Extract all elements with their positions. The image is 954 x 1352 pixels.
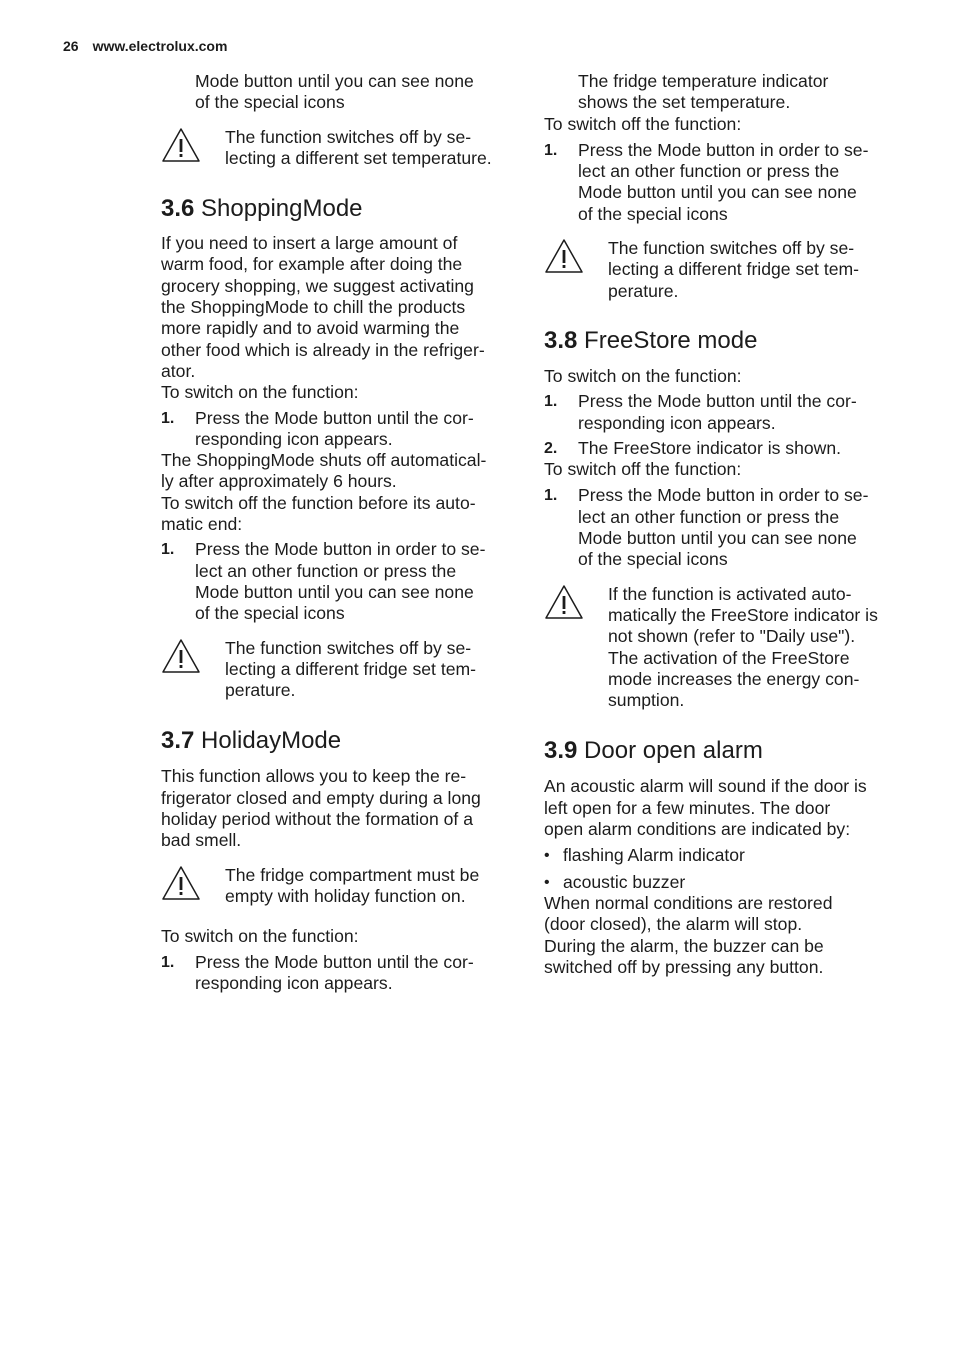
note-text: The function switches off by se- lecting a different set temperature.: [225, 126, 492, 168]
alarm-outro: When normal conditions are restored (door closed), the alarm will stop. During the alarm, the buzzer can be switched off by pressing any button.: [544, 892, 833, 977]
warning-note: [544, 584, 896, 712]
warning-note: [544, 238, 896, 302]
warning-note: [161, 865, 513, 908]
note-text: The function switches off by se- lecting a different fridge set tem- perature.: [608, 238, 860, 301]
note-text: If the function is activated auto- matically the FreeStore indicator is not shown (refer to "Daily use"). The activation of the FreeStore mode increases the energy con- sumption.: [608, 583, 878, 711]
list-item: 1. Press the Mode button in order to se- lect an other function or press the Mode button until you can see none of the special icons: [544, 139, 869, 224]
switch-on-label: To switch on the function:: [161, 926, 359, 947]
list-item: 1. Press the Mode button until the cor- responding icon appears.: [161, 407, 474, 449]
list-item: 1. Press the Mode button until the cor- responding icon appears.: [161, 951, 474, 993]
switch-on-label: To switch on the function:: [544, 365, 742, 386]
switch-off-label: To switch off the function:: [544, 113, 742, 134]
page-header: [63, 38, 227, 54]
note-text: The function switches off by se- lecting a different fridge set tem- perature.: [225, 637, 477, 701]
page-number: 26: [63, 38, 79, 54]
warning-triangle-icon: [161, 127, 203, 163]
warning-triangle-icon: [161, 865, 203, 901]
holidaymode-intro: This function allows you to keep the re- frigerator closed and empty during a long holiday period without the formation of a bad smell.: [161, 766, 481, 851]
warning-note: [161, 638, 513, 702]
shoppingmode-auto-off: The ShoppingMode shuts off automatical- ly after approximately 6 hours. To switch off the function before its auto- matic end:: [161, 450, 487, 535]
list-item: 2. The FreeStore indicator is shown.: [544, 437, 842, 458]
warning-triangle-icon: [544, 238, 586, 274]
website-url: www.electrolux.com: [92, 38, 228, 54]
note-text: The fridge compartment must be empty with holiday function on.: [225, 864, 480, 906]
list-item: 1. Press the Mode button in order to se- lect an other function or press the Mode button until you can see none of the special icons: [544, 485, 869, 570]
section-title-holidaymode: 3.7 HolidayMode: [161, 727, 342, 755]
switch-off-label: To switch off the function:: [544, 459, 742, 480]
continued-step-text: The fridge temperature indicator shows the set temperature.: [578, 71, 829, 113]
list-item: 1. Press the Mode button until the cor- responding icon appears.: [544, 391, 857, 433]
left-column: [161, 71, 513, 994]
warning-triangle-icon: [161, 638, 203, 674]
warning-triangle-icon: [544, 584, 586, 620]
shoppingmode-intro: If you need to insert a large amount of warm food, for example after doing the grocery shopping, we suggest activating the ShoppingMode to chill the products more rapidly and to avoid warming the other food which is already in the refriger- ator. To switch on the function:: [161, 233, 485, 403]
alarm-intro: An acoustic alarm will sound if the door is left open for a few minutes. The door open alarm conditions are indicated by:: [544, 776, 867, 840]
warning-note: [161, 127, 513, 170]
right-column: [544, 71, 896, 978]
section-title-shoppingmode: 3.6 ShoppingMode: [161, 195, 363, 223]
continued-step-text: Mode button until you can see none of the special icons: [195, 71, 474, 113]
section-title-freestore: 3.8 FreeStore mode: [544, 326, 758, 354]
bullet-item: • acoustic buzzer: [544, 871, 686, 892]
section-title-door-open-alarm: 3.9 Door open alarm: [544, 737, 763, 765]
list-item: 1. Press the Mode button in order to se- lect an other function or press the Mode button until you can see none of the special icons: [161, 539, 486, 624]
bullet-item: • flashing Alarm indicator: [544, 845, 745, 866]
